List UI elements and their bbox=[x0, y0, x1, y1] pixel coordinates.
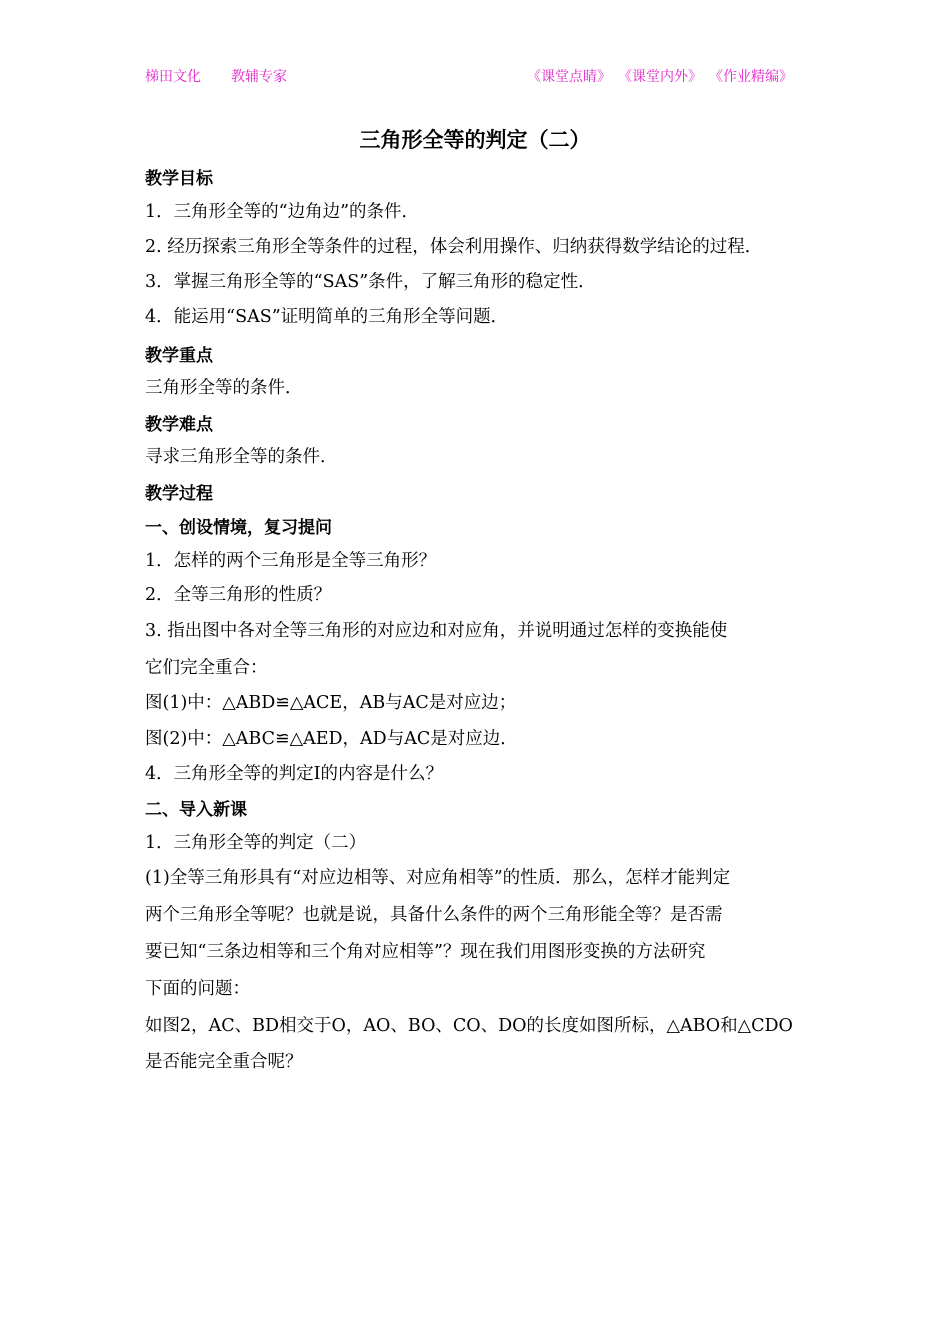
header-book-1: 《课堂点睛》 bbox=[527, 69, 611, 85]
text-line: 图(2)中：△ABC≌△AED，AD与AC是对应边． bbox=[145, 729, 518, 749]
section-heading: 教学过程 bbox=[145, 484, 213, 504]
header-slogan: 教辅专家 bbox=[231, 69, 287, 85]
section-heading: 教学难点 bbox=[145, 415, 213, 435]
text-line: 它们完全重合： bbox=[145, 658, 268, 678]
text-line: 3．掌握三角形全等的“SAS”条件，了解三角形的稳定性． bbox=[145, 272, 596, 292]
text-line: 2．全等三角形的性质？ bbox=[145, 585, 332, 605]
text-line: 1．三角形全等的“边角边”的条件． bbox=[145, 202, 420, 222]
text-line: 是否能完全重合呢？ bbox=[145, 1052, 303, 1072]
section-heading: 一、创设情境，复习提问 bbox=[145, 518, 332, 538]
header-right bbox=[527, 66, 807, 86]
text-line: 三角形全等的条件． bbox=[145, 378, 303, 398]
text-line: 4．三角形全等的判定Ⅰ的内容是什么？ bbox=[145, 764, 444, 784]
text-line: (1)全等三角形具有“对应边相等、对应角相等”的性质．那么，怎样才能判定 bbox=[145, 868, 731, 888]
text-line: 下面的问题： bbox=[145, 979, 250, 999]
text-line: 2. 经历探索三角形全等条件的过程，体会利用操作、归纳获得数学结论的过程． bbox=[145, 237, 763, 257]
text-line: 1．三角形全等的判定（二） bbox=[145, 833, 367, 853]
header-book-3: 《作业精编》 bbox=[716, 69, 793, 85]
page-title: 三角形全等的判定（二） bbox=[359, 127, 591, 152]
text-line: 两个三角形全等呢？也就是说，具备什么条件的两个三角形能全等？是否需 bbox=[145, 905, 723, 925]
header-brand: 梯田文化 bbox=[145, 69, 201, 85]
header-book-2: 《课堂内外》 bbox=[625, 69, 702, 85]
header-left bbox=[145, 66, 317, 86]
text-line: 4．能运用“SAS”证明简单的三角形全等问题． bbox=[145, 307, 509, 327]
text-line: 3. 指出图中各对全等三角形的对应边和对应角，并说明通过怎样的变换能使 bbox=[145, 621, 728, 641]
section-heading: 教学目标 bbox=[145, 169, 213, 189]
text-line: 如图2，AC、BD相交于O，AO、BO、CO、DO的长度如图所标，△ABO和△CDO bbox=[145, 1016, 793, 1036]
section-heading: 教学重点 bbox=[145, 346, 213, 366]
text-line: 寻求三角形全等的条件． bbox=[145, 447, 338, 467]
text-line: 图(1)中：△ABD≌△ACE，AB与AC是对应边； bbox=[145, 693, 517, 713]
text-line: 1．怎样的两个三角形是全等三角形？ bbox=[145, 551, 437, 571]
text-line: 要已知“三条边相等和三个角对应相等”？现在我们用图形变换的方法研究 bbox=[145, 942, 706, 962]
section-heading: 二、导入新课 bbox=[145, 800, 247, 820]
